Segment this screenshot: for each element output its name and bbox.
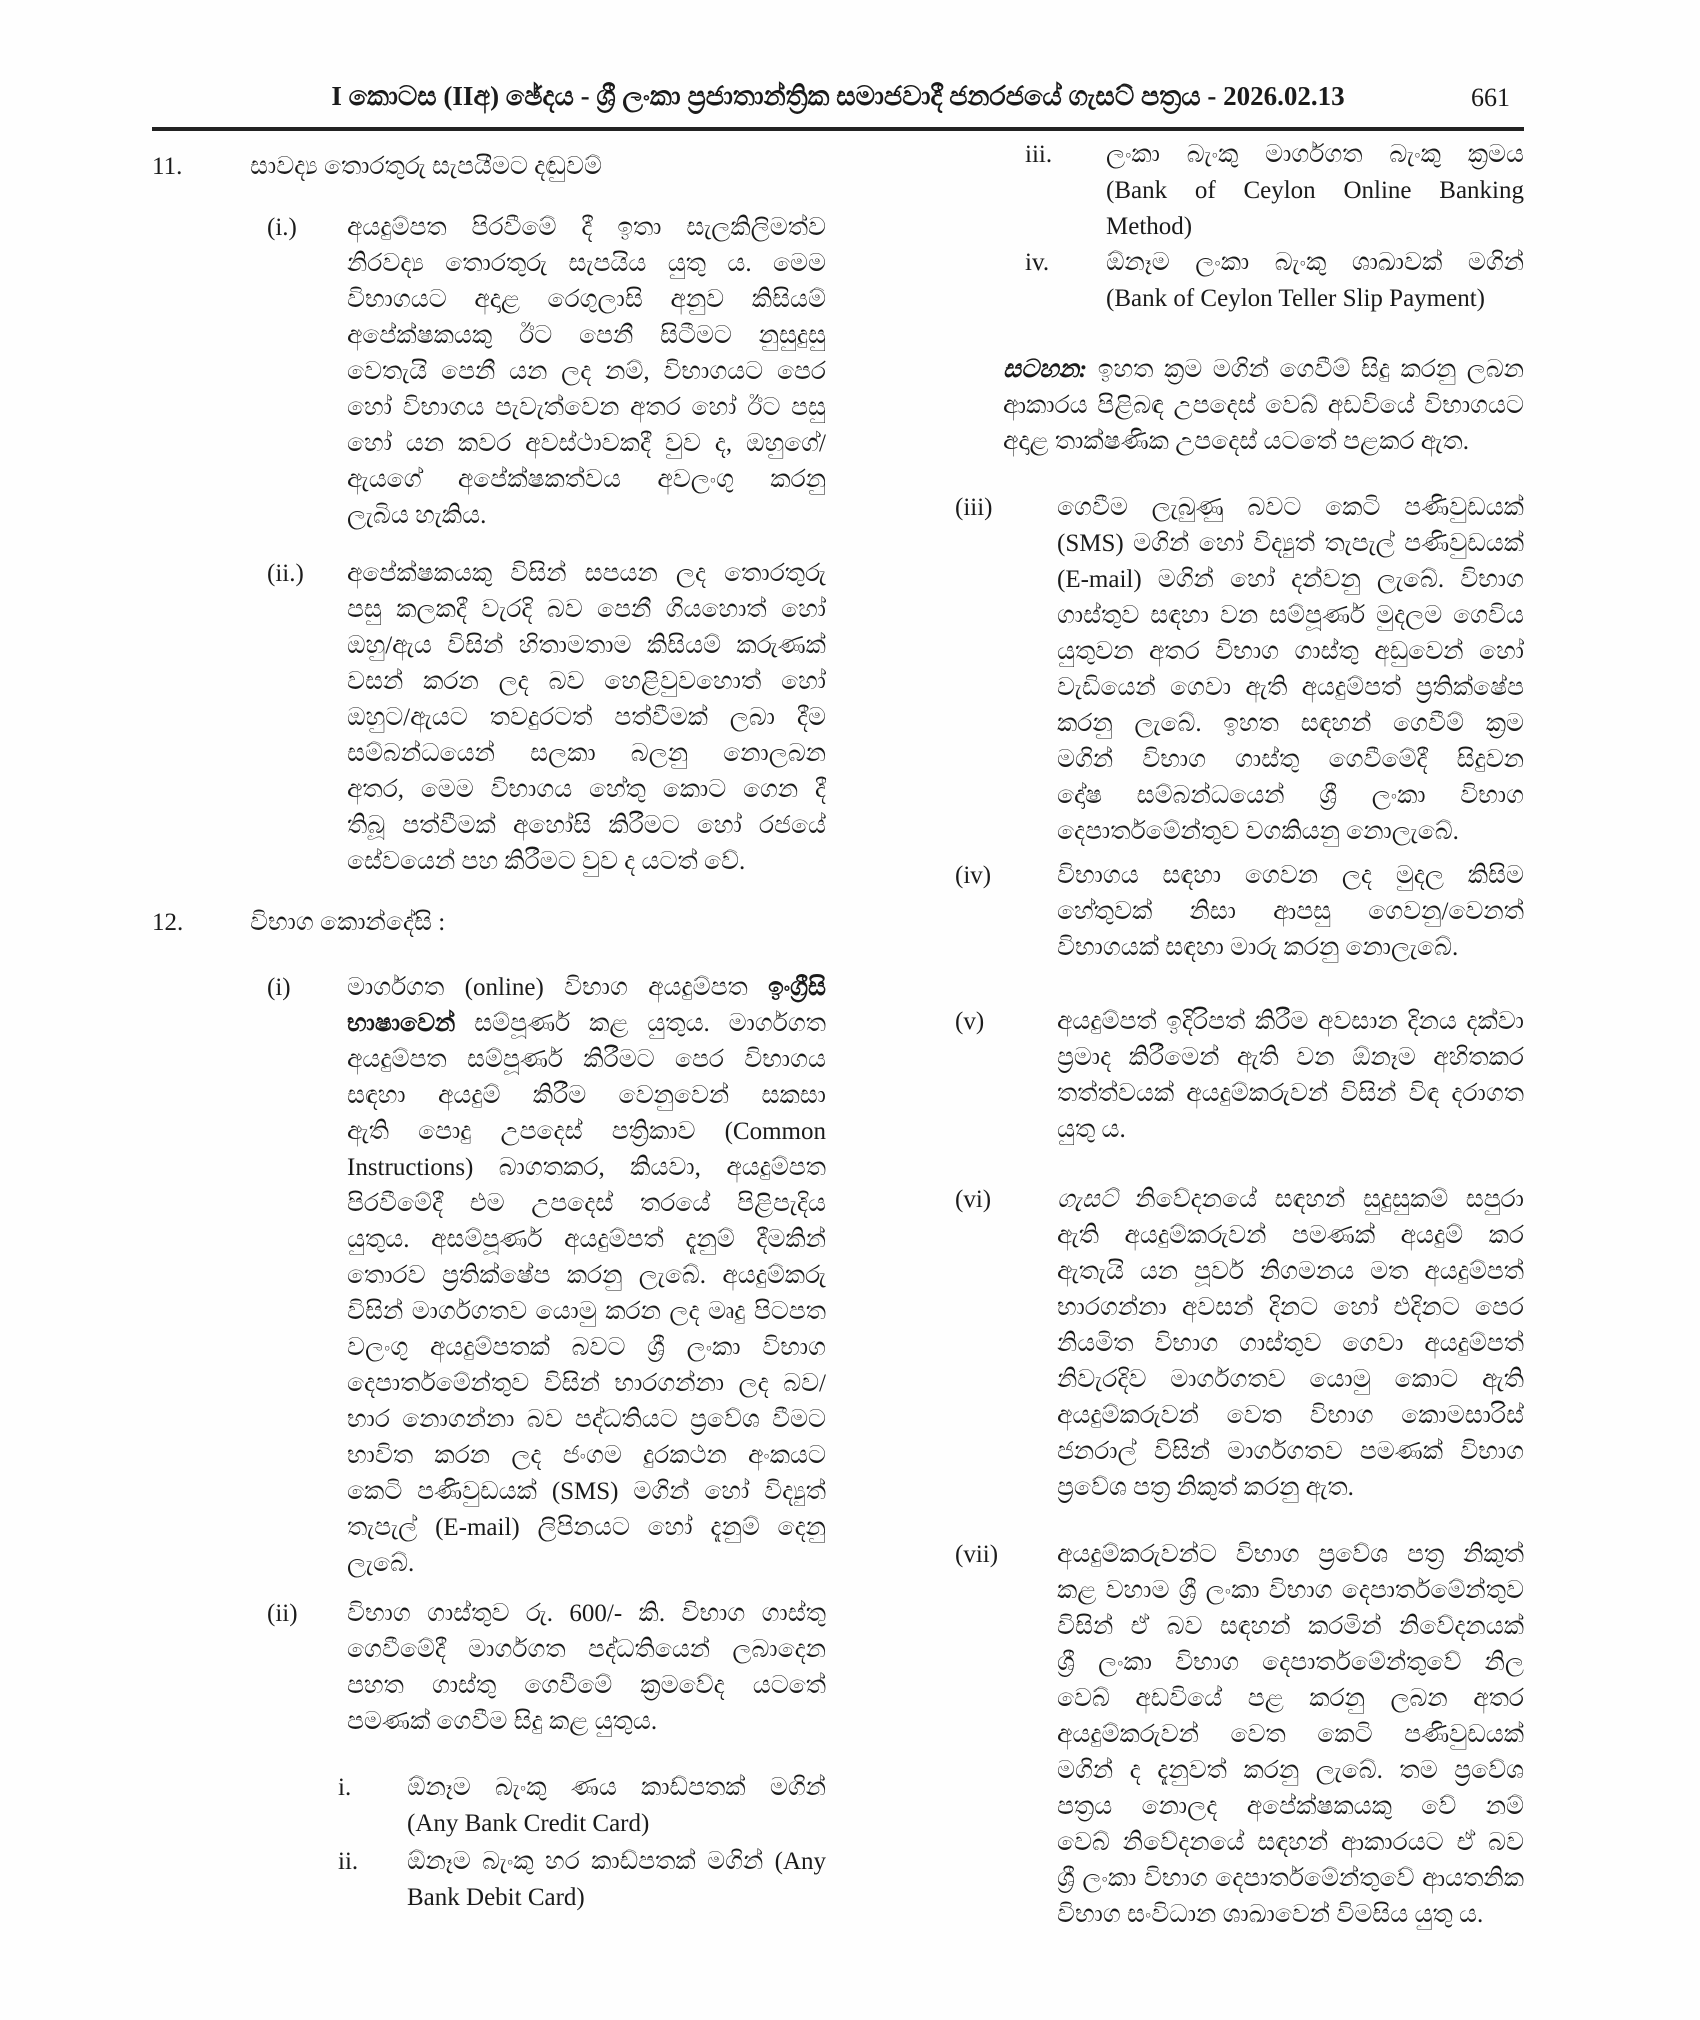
text-line [347, 1330, 826, 1366]
text-segment: ගැසට් [1057, 1186, 1118, 1213]
text-line [1057, 814, 1524, 850]
text-line [1057, 598, 1524, 634]
item-body [407, 1844, 826, 1916]
text-segment: තත්ත්වයක් අයදුම්කරුවන් විසින් විඳ දරාගත [1057, 1080, 1524, 1107]
text-line [1057, 1537, 1524, 1573]
text-segment: අයදුම්කරුවන්ට විභාග ප්‍රවේශ පත්‍ර නිකුත් [1057, 1541, 1524, 1568]
text-line [1057, 1398, 1524, 1434]
text-segment: ගෙවීම ලැබුණු බවට කෙටි පණිවුඩයක් [1057, 494, 1524, 521]
text-line [347, 970, 826, 1006]
text-line [1057, 1218, 1524, 1254]
text-segment: සේවයෙන් පහ කිරීමට වුව ද යටත් වේ. [347, 848, 746, 875]
text-segment: විභාගයට අදාළ රෙගුලාසි අනුව කිසියම් [347, 286, 826, 313]
text-line [1057, 1362, 1524, 1398]
text-segment: විසින් මාර්ගගතව යොමු කරන ලද මෘදු පිටපත [347, 1298, 826, 1325]
text-line [347, 1294, 826, 1330]
text-line [1057, 1609, 1524, 1645]
text-segment: වසන් කරන ලද බව හෙළිවුවහොත් හෝ [347, 668, 826, 695]
left-column [152, 0, 826, 2020]
text-segment: විසින් ඒ බව සඳහන් කරමින් නිවේදනයක් [1057, 1613, 1524, 1640]
text-line [347, 700, 826, 736]
block-l11i [152, 210, 826, 534]
text-line [347, 1366, 826, 1402]
text-segment: යුතුවන අතර විභාග ගාස්තු අඩුවෙන් හෝ [1057, 638, 1524, 665]
text-segment: විභාගය සඳහා ගෙවන ලද මුදල කිසිම [1057, 862, 1524, 889]
text-line [1057, 858, 1524, 894]
text-line [347, 1042, 826, 1078]
text-segment: විභාග සංවිධාන ශාඛාවෙන් විමසිය යුතු ය. [1057, 1901, 1484, 1928]
text-segment: වෙතැයි පෙනී යන ලද නම්, විභාගයට පෙර [347, 358, 826, 385]
text-line [347, 1258, 826, 1294]
text-line [1057, 1112, 1524, 1148]
text-segment: ගෙවීමේදී මාර්ගගත පද්ධතියෙන් ලබාදෙන [347, 1636, 826, 1663]
text-line [407, 1770, 826, 1806]
section-number: 12. [152, 909, 184, 936]
text-segment: (Any Bank Credit Card) [407, 1810, 650, 1837]
text-line [347, 1704, 826, 1740]
text-segment: ශ්‍රී ලංකා විභාග දෙපාර්තමේන්තුවේ නිල [1057, 1649, 1524, 1676]
text-line [347, 664, 826, 700]
text-line [1106, 137, 1524, 173]
text-segment: භාරගන්නා අවසන් දිනට හෝ එදිනට පෙර [1057, 1294, 1524, 1321]
text-segment: හේතුවක් නිසා ආපසු ගෙවනු/වෙනත් [1057, 898, 1524, 925]
text-line [1057, 1326, 1524, 1362]
text-line [347, 282, 826, 318]
item-body [1106, 245, 1524, 317]
text-line [347, 1006, 826, 1042]
text-segment: ඇතැයි යන පූර්ව නිගමනය මත අයදුම්පත් [1057, 1258, 1524, 1285]
text-segment: කෙටි පණිවුඩයක් (SMS) මගින් හෝ විද්‍යුත් [347, 1478, 826, 1505]
text-line [347, 390, 826, 426]
text-segment: Instructions) බාගතකර, කියවා, අයදුම්පත [347, 1154, 826, 1181]
text-line [1057, 1040, 1524, 1076]
text-line [347, 318, 826, 354]
text-line [1057, 1434, 1524, 1470]
text-line [1106, 245, 1524, 281]
text-line [1106, 281, 1524, 317]
section-heading: විභාග කොන්දේසි : [250, 909, 446, 936]
text-line [1057, 1004, 1524, 1040]
text-line [347, 844, 826, 880]
text-segment: අපේක්ෂකයකු ඊට පෙනී සිටීමට නුසුදුසු [347, 322, 826, 349]
text-line [347, 1596, 826, 1632]
text-line [347, 1150, 826, 1186]
text-line [347, 736, 826, 772]
text-line [1057, 562, 1524, 598]
text-line [1057, 1182, 1524, 1218]
text-line [407, 1844, 826, 1880]
text-line [407, 1880, 826, 1916]
text-line [1057, 670, 1524, 706]
text-line [1057, 1681, 1524, 1717]
text-line [347, 1222, 826, 1258]
text-line [1003, 352, 1524, 388]
text-line [347, 462, 826, 498]
text-line [347, 628, 826, 664]
item-label: (i) [267, 974, 291, 1001]
text-line [1057, 1897, 1524, 1933]
text-segment: වෙබ් අඩවියේ පළ කරනු ලබන අතර [1057, 1685, 1524, 1712]
text-segment: කරනු ලැබේ. ඉහත සඳහන් ගෙවීම් ක්‍රම [1057, 710, 1524, 737]
text-segment: අතර, මෙම විභාගය හේතු කොට ගෙන දී [347, 776, 826, 803]
item-label: i. [338, 1774, 352, 1801]
item-label: (iii) [955, 494, 993, 521]
text-segment: යුතු ය. [1057, 1116, 1126, 1143]
text-line [1057, 1290, 1524, 1326]
text-segment: භාර නොගන්නා බව පද්ධතියට ප්‍රවේශ වීමට [347, 1406, 826, 1433]
item-label: ii. [338, 1848, 359, 1875]
text-line [1106, 209, 1524, 245]
item-body [1057, 858, 1524, 966]
block-pay3 [955, 137, 1524, 245]
text-line [347, 1668, 826, 1704]
item-label: (ii) [267, 1600, 298, 1627]
text-line [1057, 1789, 1524, 1825]
text-segment: තිබූ පත්වීමක් අහෝසි කිරීමට හෝ රජයේ [347, 812, 826, 839]
text-line [347, 808, 826, 844]
text-segment: Bank Debit Card) [407, 1884, 585, 1911]
text-segment: ආකාරය පිළිබඳ උපදෙස් වෙබ් අඩවියේ විභාගයට [1003, 392, 1524, 419]
text-segment: තැපැල් (E-mail) ලිපිනයට හෝ දැනුම් දෙනු [347, 1514, 826, 1541]
text-segment: (SMS) මගින් හෝ විද්‍යුත් තැපැල් පණිවුඩයක් [1057, 530, 1524, 557]
item-label: iv. [1025, 249, 1050, 276]
block-r6 [955, 1182, 1524, 1506]
text-segment: භාෂාවෙන් [347, 1010, 456, 1037]
text-line [347, 1510, 826, 1546]
text-segment: ඕනෑම බැංකු ණය කාඩ්පතක් මගින් [407, 1774, 826, 1801]
text-line [347, 1402, 826, 1438]
item-body [347, 556, 826, 880]
text-line [347, 592, 826, 628]
text-segment: නිවැරදිව මාර්ගගතව යොමු කොට ඇති [1057, 1366, 1524, 1393]
block-pay4 [955, 245, 1524, 317]
text-segment: ඉංග්‍රීසි [768, 974, 826, 1001]
text-segment: නියමිත විභාග ගාස්තුව ගෙවා අයදුම්පත් [1057, 1330, 1524, 1357]
item-label: (iv) [955, 862, 992, 889]
text-segment: අයදුම්කරුවන් වෙත විභාග කොමසාරිස් [1057, 1402, 1524, 1429]
text-line [1057, 1753, 1524, 1789]
text-segment: වලංගු අයදුම්පතක් බවට ශ්‍රී ලංකා විභාග [347, 1334, 826, 1361]
text-line [347, 1474, 826, 1510]
block-note [955, 352, 1524, 460]
block-r7 [955, 1537, 1524, 1933]
text-segment: සම්පූර්ණ කළ යුතුය. මාර්ගගත [455, 1010, 826, 1037]
text-line [1057, 930, 1524, 966]
item-label: (i.) [267, 214, 297, 241]
text-segment: නිවේදනයේ සඳහන් සුදුසුකම් සපුරා [1117, 1186, 1524, 1213]
right-column [955, 0, 1524, 2020]
text-line [1057, 742, 1524, 778]
text-segment: ලංකා බැංකු මාර්ගගත බැංකු ක්‍රමය [1106, 141, 1524, 168]
text-line [347, 556, 826, 592]
item-body [1106, 137, 1524, 245]
text-line [1057, 706, 1524, 742]
text-line [347, 772, 826, 808]
text-line [347, 498, 826, 534]
text-line [1057, 526, 1524, 562]
text-segment: Method) [1106, 213, 1193, 240]
text-line [1003, 388, 1524, 424]
text-segment: (Bank of Ceylon Teller Slip Payment) [1106, 285, 1485, 312]
block-sec11 [152, 148, 826, 185]
item-body [347, 1596, 826, 1740]
item-body [1057, 1004, 1524, 1148]
block-sec12 [152, 904, 826, 941]
page-number: 661 [1471, 83, 1510, 112]
text-segment: සටහන: [1003, 356, 1088, 383]
text-line [347, 1632, 826, 1668]
text-segment: පමණක් ගෙවීම සිදු කළ යුතුය. [347, 1708, 658, 1735]
text-segment: ඇයගේ අපේක්ෂකත්වය අවලංගු කරනු [347, 466, 826, 493]
text-line [347, 1546, 826, 1582]
text-segment: (Bank of Ceylon Online Banking [1106, 177, 1524, 204]
text-segment: විභාගයක් සඳහා මාරු කරනු නොලැබේ. [1057, 934, 1459, 961]
text-segment: ඇති පොදු උපදෙස් පත්‍රිකාව (Common [347, 1118, 826, 1145]
item-body [347, 210, 826, 534]
block-l11ii [152, 556, 826, 880]
section-number: 11. [152, 153, 183, 180]
text-segment: ජනරාල් විසින් මාර්ගගතව පමණක් විභාග [1057, 1438, 1524, 1465]
item-body [347, 970, 826, 1582]
section-heading: සාවද්‍ය තොරතුරු සැපයීමට දඬුවම් [250, 153, 602, 180]
item-body [1057, 1537, 1524, 1933]
text-segment: පහත ගාස්තු ගෙවීමේ ක්‍රමවේද යටතේ [347, 1672, 826, 1699]
item-body [1003, 352, 1524, 460]
page-title: I කොටස (IIඅ) ඡේදය - ශ්‍රී ලංකා ප්‍රජාතාන්ත්‍රික සමාජවාදී ජනරජයේ ගැසට් පත්‍රය - 2026.02.13 [331, 81, 1345, 111]
text-segment: ප්‍රමාද කිරීමෙන් ඇති වන ඕනෑම අහිතකර [1057, 1044, 1524, 1071]
text-segment: ගාස්තුව සඳහා වන සම්පූර්ණ මුදලම ගෙවිය [1057, 602, 1524, 629]
text-segment: කළ වහාම ශ්‍රී ලංකා විභාග දෙපාර්තමේන්තුව [1057, 1577, 1524, 1604]
text-line [1057, 1076, 1524, 1112]
item-body [407, 1770, 826, 1842]
text-line [1057, 894, 1524, 930]
text-segment: අයදුම්කරුවන් වෙත කෙටි පණිවුඩයක් [1057, 1721, 1524, 1748]
text-segment: දෙපාර්තමේන්තුව වගකියනු නොලැබේ. [1057, 818, 1459, 845]
text-line [1057, 1254, 1524, 1290]
text-line [1057, 1470, 1524, 1506]
block-pay2 [152, 1844, 826, 1916]
text-segment: මගින් ද දැනුවත් කරනු ලැබේ. තම ප්‍රවේශ [1057, 1757, 1524, 1784]
item-label: iii. [1025, 141, 1053, 168]
text-segment: (E-mail) මගින් හෝ දන්වනු ලැබේ. විභාග [1057, 566, 1524, 593]
text-segment: අයදුම්පත් ඉදිරිපත් කිරීම අවසාන දිනය දක්වා [1057, 1008, 1524, 1035]
text-segment: වැඩියෙන් ගෙවා ඇති අයදුම්පත් ප්‍රතික්ෂේප [1057, 674, 1524, 701]
block-l12ii [152, 1596, 826, 1740]
item-body [1057, 490, 1524, 850]
block-r3 [955, 490, 1524, 850]
item-body [1057, 1182, 1524, 1506]
text-line [1057, 490, 1524, 526]
text-segment: පත්‍රය නොලද අපේක්ෂකයකු වේ නම් [1057, 1793, 1524, 1820]
text-line [1106, 173, 1524, 209]
text-line [1003, 424, 1524, 460]
text-segment: දෙපාර්තමේන්තුව විසින් භාරගන්නා ලද බව/ [347, 1370, 826, 1397]
text-segment: ඇති අයදුම්කරුවන් පමණක් අයදුම් කර [1057, 1222, 1524, 1249]
text-segment: සඳහා අයදුම් කිරීම වෙනුවෙන් සකසා [347, 1082, 826, 1109]
text-segment: ඕනෑම බැංකු හර කාඩ්පතක් මගින් (Any [407, 1848, 826, 1875]
text-segment: පසු කලකදී වැරදි බව පෙනී ගියහොත් හෝ [347, 596, 826, 623]
text-segment: ලැබිය හැකිය. [347, 502, 487, 529]
text-segment: හෝ යන කවර අවස්ථාවකදී වුව ද, ඔහුගේ/ [347, 430, 826, 457]
text-segment: ඕනෑම ලංකා බැංකු ශාඛාවක් මගින් [1106, 249, 1524, 276]
text-segment: විභාග ගාස්තුව රු. 600/- කි. විභාග ගාස්තු [347, 1600, 826, 1627]
text-line [407, 1806, 826, 1842]
text-segment: මාර්ගගත (online) විභාග අයදුම්පත [347, 974, 769, 1001]
text-segment: සම්බන්ධයෙන් සලකා බලනු නොලබන [347, 740, 826, 767]
text-line [347, 1078, 826, 1114]
text-segment: ඔහුට/ඇයට තවදුරටත් පත්වීමක් ලබා දීම [347, 704, 826, 731]
text-segment: මගින් විභාග ගාස්තු ගෙවීමේදී සිදුවන [1057, 746, 1524, 773]
text-line [347, 210, 826, 246]
text-segment: පිරවීමේදී එම උපදෙස් තරයේ පිළිපැදිය [347, 1190, 826, 1217]
text-line [347, 246, 826, 282]
text-line [1057, 1573, 1524, 1609]
text-segment: දෝෂ සම්බන්ධයෙන් ශ්‍රී ලංකා විභාග [1057, 782, 1524, 809]
text-line [1057, 1825, 1524, 1861]
text-line [1057, 778, 1524, 814]
text-segment: තොරව ප්‍රතික්ෂේප කරනු ලැබේ. අයදුම්කරු [347, 1262, 826, 1289]
item-label: (vii) [955, 1541, 999, 1568]
text-segment: යුතුය. අසම්පූර්ණ අයදුම්පත් දැනුම් දීමකින් [347, 1226, 826, 1253]
block-r5 [955, 1004, 1524, 1148]
text-segment: ශ්‍රී ලංකා විභාග දෙපාර්තමේන්තුවේ ආයතනික [1057, 1865, 1524, 1892]
text-segment: භාවිත කරන ලද ජංගම දුරකථන අංකයට [347, 1442, 826, 1469]
text-segment: ඉහත ක්‍රම මගින් ගෙවීම් සිදු කරනු ලබන [1087, 356, 1524, 383]
text-segment: අයදුම්පත පිරවීමේ දී ඉතා සැලකිලිමත්ව [347, 214, 826, 241]
text-line [347, 426, 826, 462]
text-segment: අයදුම්පත සම්පූර්ණ කිරීමට පෙර විභාගය [347, 1046, 826, 1073]
text-line [1057, 1717, 1524, 1753]
text-segment: අපේක්ෂකයකු විසින් සපයන ලද තොරතුරු [347, 560, 826, 587]
text-segment: ලැබේ. [347, 1550, 415, 1577]
text-line [347, 354, 826, 390]
text-segment: හෝ විභාගය පැවැත්වෙන අතර හෝ ඊට පසු [347, 394, 826, 421]
block-l12i [152, 970, 826, 1582]
text-line [1057, 1645, 1524, 1681]
text-line [1057, 1861, 1524, 1897]
text-segment: ප්‍රවේශ පත්‍ර නිකුත් කරනු ඇත. [1057, 1474, 1354, 1501]
text-line [347, 1114, 826, 1150]
text-segment: ඔහු/ඇය විසින් හිතාමතාම කිසියම් කරුණක් [347, 632, 826, 659]
text-line [347, 1186, 826, 1222]
block-r4 [955, 858, 1524, 966]
block-pay1 [152, 1770, 826, 1842]
item-label: (vi) [955, 1186, 992, 1213]
item-label: (ii.) [267, 560, 304, 587]
text-segment: අදාළ තාක්ෂණික උපදෙස් යටතේ පළකර ඇත. [1003, 428, 1469, 455]
item-label: (v) [955, 1008, 985, 1035]
text-segment: වෙබ් නිවේදනයේ සඳහන් ආකාරයට ඒ බව [1057, 1829, 1524, 1856]
text-segment: නිරවද්‍ය තොරතුරු සැපයිය යුතු ය. මෙම [347, 250, 826, 277]
text-line [347, 1438, 826, 1474]
text-line [1057, 634, 1524, 670]
